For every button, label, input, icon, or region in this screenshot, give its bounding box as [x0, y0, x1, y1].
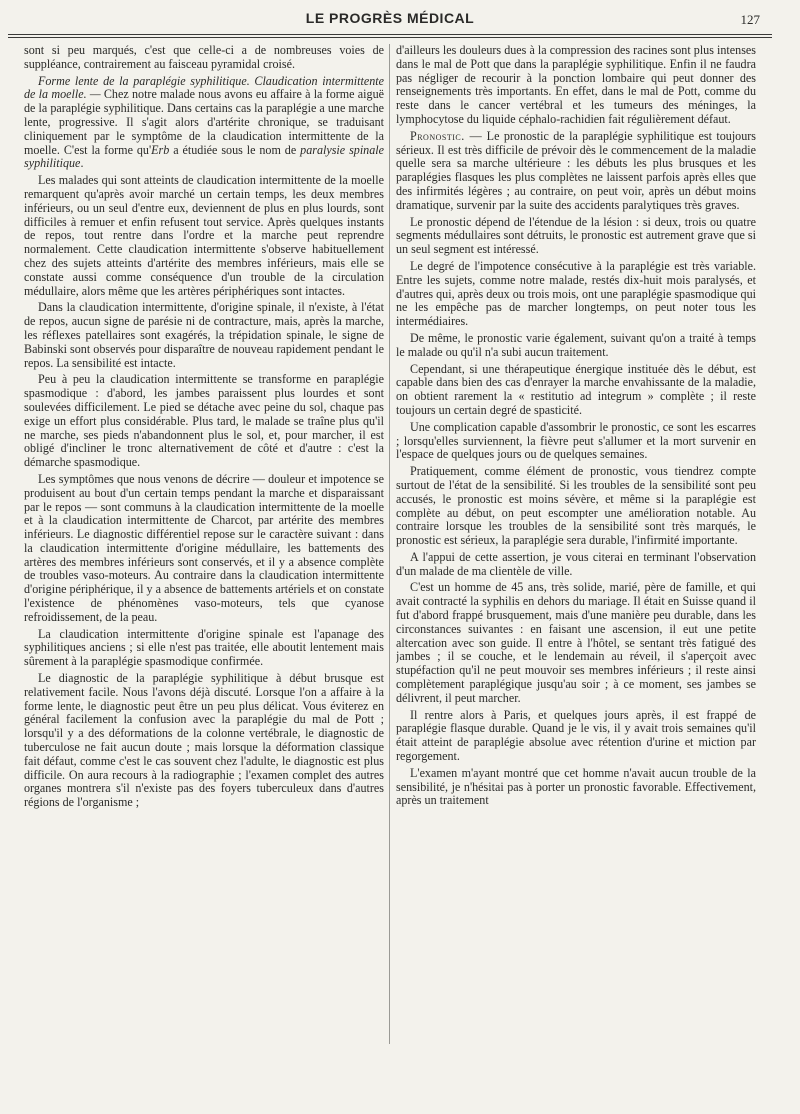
page-number: 127 [740, 12, 760, 27]
right-column [396, 44, 756, 1104]
paragraph: Une complication capable d'assombrir le pronostic, ce sont les escarres ; lorsqu'elles surviennent, la fièvre peut s'allumer et la mort survenir en l'espace de quelques jours ou de quelques semaines. [396, 419, 756, 462]
paragraph: d'ailleurs les douleurs dues à la compression des racines sont plus intenses dans le mal de Pott que dans la paraplégie syphilitique. Enfin il ne faudra pas négliger de recourir à la ponction lombaire qui peut donner des renseignements très importants. En effet, dans le mal de Pott, comme du reste dans le cancer vertébral et les tumeurs des méninges, la lymphocytose du liquide céphalo-rachidien fait régulièrement défaut. [396, 44, 756, 126]
paragraph: sont si peu marqués, c'est que celle-ci a de nombreuses voies de suppléance, contrairement au faisceau pyramidal croisé. [24, 44, 384, 71]
paragraph: L'examen m'ayant montré que cet homme n'avait aucun trouble de la sensibilité, je n'hésitai pas à porter un pronostic favorable. Effectivement, après un traitement [396, 765, 756, 808]
paragraph: C'est un homme de 45 ans, très solide, marié, père de famille, et qui avait contracté la syphilis en dehors du mariage. Il était en Suisse quand il fut d'abord frappé brusquement, mais d'une manière peu durable, dans les circonstances suivantes : en faisant une ascension, il eut une petite altercation avec son guide. Il entre à l'hôtel, se sentant très fatigué des jambes ; il se couche, et le lendemain au réveil, il s'aperçoit avec stupéfaction qu'il ne peut mouvoir ses membres inférieurs ; il reste ainsi complètement paraplégique jusqu'au soir ; à ce moment, ses jambes se délivrent, il peut marcher. [396, 580, 756, 705]
paragraph: Forme lente de la paraplégie syphilitique. Claudication intermittente de la moelle. — Chez notre malade nous avons eu affaire à la forme aiguë de la paraplégie syphilitique. Dans certains cas la paraplégie a une marche lente, progressive. Il s'agit alors d'artérite chronique, se traduisant cliniquement par le symptôme de la claudication intermittente de la moelle. C'est la forme qu'Erb a étudiée sous le nom de paralysie spinale syphilitique. [24, 73, 384, 171]
paragraph: Les malades qui sont atteints de claudication intermittente de la moelle remarquent qu'après avoir marché un certain temps, les deux membres inférieurs, ou un seul d'entre eux, deviennent de plus en plus lourds, sont difficiles à remuer et enfin refusent tout service. Après quelques instants de repos, tout rentre dans l'ordre et la marche peut reprendre normalement. Cette claudication intermittente s'observe habituellement chez des sujets atteints d'artérite des membres inférieurs, mais elle se constate aussi comme conséquence d'un trouble de la circulation médullaire, alors même que les artères périphériques sont intactes. [24, 173, 384, 298]
left-column [24, 44, 384, 1104]
paragraph: De même, le pronostic varie également, suivant qu'on a traité à temps le malade ou qu'il n'a subi aucun traitement. [396, 330, 756, 359]
paragraph: Il rentre alors à Paris, et quelques jours après, il est frappé de paraplégie flasque durable. Quand je le vis, il y avait trois semaines qu'il était atteint de paraplégie absolue avec rétention d'urine et miction par regorgement. [396, 707, 756, 764]
paragraph: Le pronostic dépend de l'étendue de la lésion : si deux, trois ou quatre segments médullaires sont détruits, le pronostic est autrement grave que si un seul segment est intéressé. [396, 214, 756, 257]
header-rule-double [8, 37, 772, 38]
paragraph: A l'appui de cette assertion, je vous citerai en terminant l'observation d'un malade de ma clientèle de ville. [396, 549, 756, 578]
header-rule [8, 34, 772, 35]
paragraph: Pratiquement, comme élément de pronostic, vous tiendrez compte surtout de l'état de la sensibilité. Si les troubles de la sensibilité sont peu accusés, le pronostic est moins sévère, et même si la paraplégie est complète au début, on peut escompter une amélioration notable. Au contraire lorsque les troubles de la sensibilité sont très marqués, le pronostic est sérieux, la paraplégie sera durable, l'infirmité importante. [396, 464, 756, 548]
section-heading: Forme lente de la paraplégie syphilitique. Claudication intermittente de la moelle. — [24, 73, 384, 102]
paragraph: Dans la claudication intermittente, d'origine spinale, il n'existe, à l'état de repos, aucun signe de parésie ni de contracture, mais, après la marche, les réflexes patellaires sont exagérés, la trépidation spinale, le signe de Babinski sont observés pour disparaître de nouveau rapidement pendant le repos. La sensibilité est intacte. [24, 300, 384, 370]
paragraph: Pronostic. — Le pronostic de la paraplégie syphilitique est toujours sérieux. Il est très difficile de prévoir dès le commencement de la maladie quelle sera sa marche ultérieure : les débuts les plus brusques et les paraplégies flasques les plus complètes ne laissent parfois après elles que des infirmités légères ; au contraire, on peut voir, après un début moins dramatique, survenir par la suite des accidents paralytiques très graves. [396, 128, 756, 212]
column-divider [389, 44, 390, 1044]
paragraph: Les symptômes que nous venons de décrire — douleur et impotence se produisent au bout d'un certain temps pendant la marche et disparaissant par le repos — sont communs à la claudication intermittente de la moelle et à la claudication intermittente de Charcot, par artérite des membres inférieurs. Le diagnostic différentiel repose sur le caractère suivant : dans la claudication intermittente d'origine médullaire, les battements des artères des membres inférieurs sont conservés, et il y a absence complète de troubles vaso-moteurs. Au contraire dans la claudication intermittente d'origine périphérique, il y a absence de battements artériels et on constate l'existence de phénomènes vaso-moteurs, tels que cyanose refroidissement, de la peau. [24, 471, 384, 624]
paragraph: Le degré de l'impotence consécutive à la paraplégie est très variable. Entre les sujets, comme notre malade, restés dix-huit mois paralysés, et d'autres qui, après deux ou trois mois, ont une paraplégie spasmodique qui ne les empêche pas de marcher longtemps, on peut noter tous les intermédiaires. [396, 258, 756, 329]
paragraph: Cependant, si une thérapeutique énergique instituée dès le début, est capable dans bien des cas d'enrayer la marche envahissante de la maladie, on obtient rarement la « restitutio ad integrum » complète ; il reste toujours un certain degré de spasticité. [396, 361, 756, 417]
journal-title: LE PROGRÈS MÉDICAL [305, 10, 475, 26]
paragraph: Le diagnostic de la paraplégie syphilitique à début brusque est relativement facile. Nous l'avons déjà discuté. Lorsque l'on a affaire à la forme lente, le diagnostic peut être un peu plus délicat. Vous éviterez en général facilement la confusion avec la paraplégie du mal de Pott ; lorsqu'il y a des déformations de la colonne vertébrale, le diagnostic de tuberculose ne fait aucun doute ; mais lorsque la déformation classique fait défaut, comme c'est le cas souvent chez l'adulte, le diagnostic est plus difficile. On aura recours à la radiographie ; l'examen complet des autres organes montrera s'il n'existe pas des foyers tuberculeux dans d'autres régions de l'organisme ; [24, 671, 384, 810]
paragraph: La claudication intermittente d'origine spinale est l'apanage des syphilitiques anciens ; si elle n'est pas traitée, elle aboutit lentement mais sûrement à la paraplégie spasmodique confirmée. [24, 626, 384, 669]
section-heading: Pronostic. — [410, 128, 483, 143]
running-header [8, 8, 772, 34]
paragraph: Peu à peu la claudication intermittente se transforme en paraplégie spasmodique : d'abord, les jambes paraissent plus lourdes et sont soulevées difficilement. Le pied se détache avec peine du sol, chaque pas exige un effort plus considérable. Plus tard, le malade se traîne plus qu'il ne marche, ses pieds n'abandonnent plus le sol, et, pour marcher, il est obligé d'incliner le tronc alternativement de côté et d'autre : c'est la démarche spasmodique. [24, 372, 384, 470]
